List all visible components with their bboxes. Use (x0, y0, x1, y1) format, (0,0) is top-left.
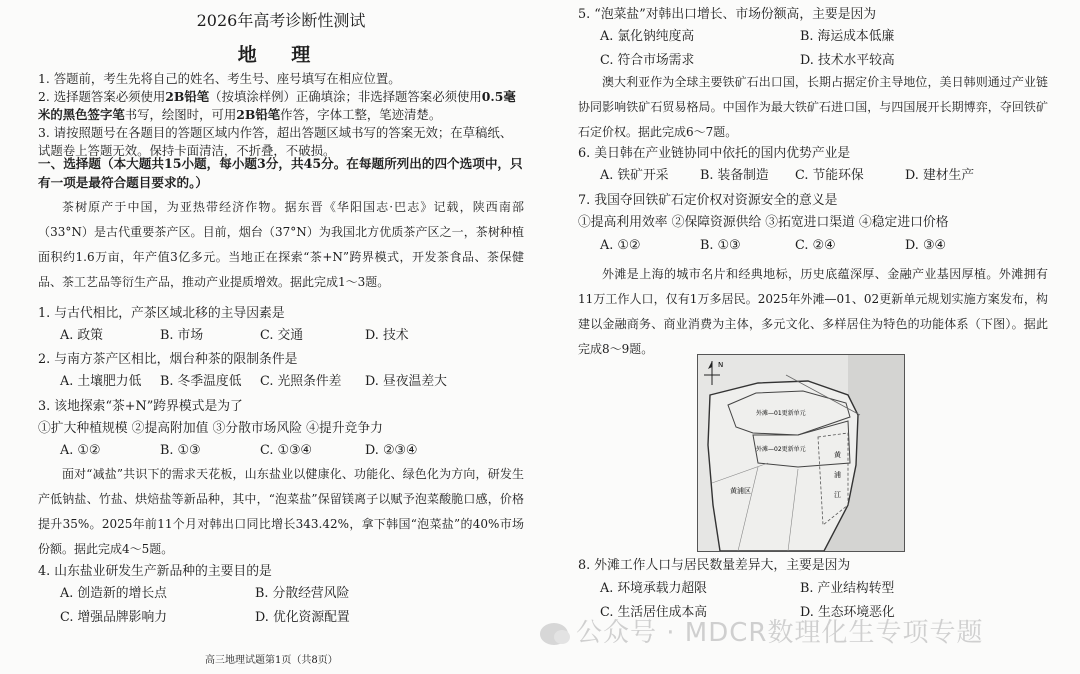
passage-tea: 茶树原产于中国，为亚热带经济作物。据东晋《华阳国志·巴志》记载，陕西南部（33°N）是古代重要茶产区。目前，烟台（37°N）为我国北方优质茶产区之一，茶树种植面积约1.6万亩，年产值3亿多元。当地正在探索“茶+N”跨界模式，开发茶食品、茶保健品、茶工艺品等衍生产品，推动产业提质增效。据此完成1～3题。 (38, 200, 524, 289)
q4-option-c[interactable]: C. 增强品牌影响力 (60, 610, 168, 625)
q3-option-a[interactable]: A. ①② (60, 443, 101, 458)
unit-01-label: 外滩—01更新单元 (756, 410, 806, 417)
q8-option-a[interactable]: A. 环境承载力超限 (600, 581, 707, 596)
q6-option-c[interactable]: C. 节能环保 (795, 168, 864, 183)
question-2: 2. 与南方茶产区相比，烟台种茶的限制条件是 (38, 352, 298, 367)
page-footer: 高三地理试题第1页（共8页） (205, 655, 338, 666)
subject-title: 地 理 (237, 44, 325, 66)
unit-02-label: 外滩—02更新单元 (756, 446, 806, 453)
district-label: 黄浦区 (730, 487, 751, 495)
q1-option-d[interactable]: D. 技术 (365, 328, 409, 343)
notice-3: 3. 请按照题号在各题目的答题区域内作答，超出答题区域书写的答案无效；在草稿纸、试题卷上答题无效。保持卡面清洁，不折叠，不破损。 (38, 125, 513, 158)
passage-iron: 澳大利亚作为全球主要铁矿石出口国，长期占据定价主导地位，美日韩则通过产业链协同影响铁矿石贸易格局。中国作为最大铁矿石进口国，与四国展开长期博弈，夺回铁矿石定价权。据此完成6～7题。 (578, 75, 1048, 139)
wechat-icon (540, 623, 568, 645)
notice-1: 1. 答题前，考生先将自己的姓名、考生号、座号填写在相应位置。 (38, 71, 401, 86)
passage-bund: 外滩是上海的城市名片和经典地标，历史底蕴深厚、金融产业基因厚植。外滩拥有11万工作人口，仅有1万多居民。2025年外滩—01、02更新单元规划实施方案发布，构建以金融商务、商业消费为主体，多元文化、多样居住为特色的功能体系（下图）。据此完成8～9题。 (578, 267, 1048, 356)
question-5-options-2 (600, 52, 895, 70)
question-7-options (600, 237, 946, 255)
q7-option-a[interactable]: A. ①② (600, 238, 641, 253)
question-5-options (600, 28, 894, 46)
north-label: N (718, 361, 724, 369)
q1-option-c[interactable]: C. 交通 (260, 328, 304, 343)
q5-option-a[interactable]: A. 氯化钠纯度高 (600, 29, 695, 44)
question-4: 4. 山东盐业研发生产新品种的主要目的是 (38, 564, 272, 579)
q2-option-b[interactable]: B. 冬季温度低 (160, 374, 242, 389)
notice-block (38, 70, 524, 160)
question-3: 3. 该地探索“茶+N”跨界模式是为了 (38, 399, 243, 414)
q7-option-d[interactable]: D. ③④ (905, 238, 946, 253)
river-label-3: 江 (834, 491, 841, 499)
exam-title: 2026年高考诊断性测试 (196, 11, 366, 30)
q3-option-c[interactable]: C. ①③④ (260, 443, 312, 458)
q4-option-d[interactable]: D. 优化资源配置 (255, 610, 350, 625)
passage-salt: 面对“减盐”共识下的需求天花板，山东盐业以健康化、功能化、绿色化为方向，研发生产低钠盐、竹盐、烘焙盐等新品种，其中，“泡菜盐”保留镁离子以赋予泡菜酸脆口感，价格提升35%。2025年前11个月对韩出口同比增长343.42%，拿下韩国“泡菜盐”的40%市场份额。据此完成4～5题。 (38, 467, 524, 556)
q6-option-a[interactable]: A. 铁矿开采 (600, 168, 669, 183)
question-5: 5. “泡菜盐”对韩出口增长、市场份额高，主要是因为 (578, 7, 877, 22)
q6-option-d[interactable]: D. 建材生产 (905, 168, 975, 183)
question-8-options (600, 580, 894, 598)
q1-option-a[interactable]: A. 政策 (60, 328, 103, 343)
question-4-options (60, 585, 349, 603)
river-label-2: 浦 (834, 471, 841, 479)
notice-2: 2. 选择题答案必须使用2B铅笔（按填涂样例）正确填涂；非选择题答案必须使用0.5毫米的黑色签字笔书写，绘图时，可用2B铅笔作答，字体工整，笔迹清楚。 (38, 89, 516, 122)
q7-option-b[interactable]: B. ①③ (700, 238, 741, 253)
watermark-text: 公众号 · MDCR数理化生专项专题 (576, 618, 984, 648)
q7-option-c[interactable]: C. ②④ (795, 238, 836, 253)
question-8: 8. 外滩工作人口与居民数量差异大，主要是因为 (578, 558, 851, 573)
q5-option-b[interactable]: B. 海运成本低廉 (800, 29, 895, 44)
question-2-options (60, 373, 447, 391)
q2-option-d[interactable]: D. 昼夜温差大 (365, 374, 447, 389)
question-1-options (60, 327, 409, 345)
question-6-options (600, 167, 974, 185)
q6-option-b[interactable]: B. 装备制造 (700, 168, 769, 183)
q2-option-a[interactable]: A. 土壤肥力低 (60, 374, 142, 389)
question-4-options-2 (60, 609, 350, 627)
q1-option-b[interactable]: B. 市场 (160, 328, 204, 343)
section-heading: 一、选择题（本大题共15小题，每小题3分，共45分。在每题所列出的四个选项中，只有一项是最符合题目要求的。） (38, 156, 523, 190)
q8-option-c[interactable]: C. 生活居住成本高 (600, 605, 708, 620)
question-7-items: ①提高利用效率 ②保障资源供给 ③拓宽进口渠道 ④稳定进口价格 (578, 215, 949, 230)
question-1: 1. 与古代相比，产茶区域北移的主导因素是 (38, 306, 285, 321)
q5-option-d[interactable]: D. 技术水平较高 (800, 53, 895, 68)
q3-option-d[interactable]: D. ②③④ (365, 443, 418, 458)
question-7: 7. 我国夺回铁矿石定价权对资源安全的意义是 (578, 193, 838, 208)
q8-option-d[interactable]: D. 生态环境恶化 (800, 605, 895, 620)
bund-map-figure (697, 354, 905, 552)
question-3-items: ①扩大种植规模 ②提高附加值 ③分散市场风险 ④提升竞争力 (38, 421, 383, 436)
q2-option-c[interactable]: C. 光照条件差 (260, 374, 342, 389)
question-6: 6. 美日韩在产业链协同中依托的国内优势产业是 (578, 146, 851, 161)
bund-map (698, 355, 904, 551)
q4-option-b[interactable]: B. 分散经营风险 (255, 586, 350, 601)
question-3-options (60, 442, 417, 460)
q5-option-c[interactable]: C. 符合市场需求 (600, 53, 695, 68)
q3-option-b[interactable]: B. ①③ (160, 443, 201, 458)
q4-option-a[interactable]: A. 创造新的增长点 (60, 586, 167, 601)
river-label-1: 黄 (834, 451, 841, 459)
q8-option-b[interactable]: B. 产业结构转型 (800, 581, 895, 596)
watermark (540, 612, 983, 649)
